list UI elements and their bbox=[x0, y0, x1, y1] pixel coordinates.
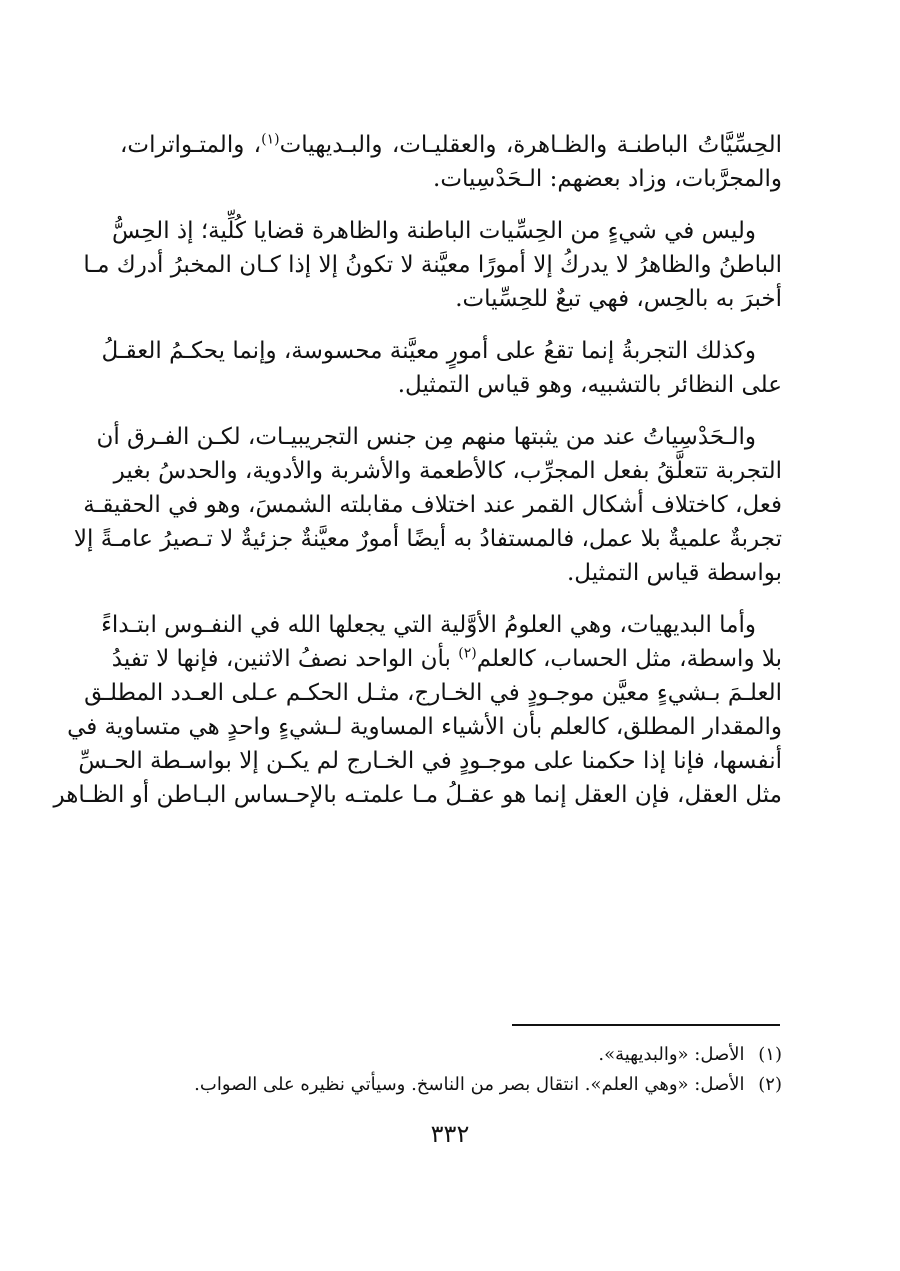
footnote-number: (٢) bbox=[758, 1074, 782, 1095]
footnote-1 bbox=[140, 1040, 782, 1070]
footnote-ref-1: (١) bbox=[261, 131, 280, 148]
page-number: ٣٣٢ bbox=[430, 1120, 470, 1148]
text-line: فعل، كاختلاف أشكال القمر عند اختلاف مقابلته الشمسَ، وهو في الحقيقـة bbox=[83, 492, 782, 518]
text-line: وليس في شيءٍ من الحِسِّيات الباطنة والظاهرة قضايا كُلِّية؛ إذ الحِسُّ bbox=[112, 218, 756, 244]
text-segment: بلا واسطة، مثل الحساب، كالعلم bbox=[476, 646, 782, 672]
text-line: الباطنُ والظاهرُ لا يدركُ إلا أمورًا معيَّنة لا تكونُ إلا إذا كـان المخبرُ أدرك مـا bbox=[83, 252, 782, 278]
footnotes bbox=[140, 1040, 782, 1100]
text-line: بواسطة قياس التمثيل. bbox=[566, 560, 782, 586]
text-segment: ، والمتـواترات، bbox=[120, 132, 262, 158]
text-line: التجربة تتعلَّقُ بفعل المجرِّب، كالأطعمة والأشربة والأدوية، والحدسُ بغير bbox=[113, 458, 782, 484]
text-line: أخبرَ به بالحِس، فهي تبعٌ للحِسِّيات. bbox=[455, 286, 782, 312]
main-text bbox=[53, 128, 783, 812]
footnote-number: (١) bbox=[758, 1044, 782, 1065]
text-line bbox=[111, 642, 782, 676]
text-line: العلـمَ بـشيءٍ معيَّن موجـودٍ في الخـارج، مثـل الحكـم عـلى العـدد المطلـق bbox=[84, 680, 782, 706]
footnote-text: الأصل: «وهي العلم». انتقال بصر من الناسخ. وسيأتي نظيره على الصواب. bbox=[194, 1074, 745, 1095]
text-line: أنفسها، فإنا إذا حكمنا على موجـودٍ في الخـارج لم يكـن إلا بواسـطة الحـسِّ bbox=[78, 748, 782, 774]
text-segment: بأن الواحد نصفُ الاثنين، فإنها لا تفيدُ bbox=[111, 646, 451, 672]
footnote-divider bbox=[512, 1024, 780, 1026]
text-line: والـحَدْسِياتُ عند من يثبتها منهم مِن جنس التجريبيـات، لكـن الفـرق أن bbox=[96, 424, 756, 450]
text-line: والمجرَّبات، وزاد بعضهم: الـحَدْسِيات. bbox=[433, 166, 782, 192]
footnote-text: الأصل: «والبديهية». bbox=[598, 1044, 745, 1065]
text-line: تجربةٌ علميةٌ بلا عمل، فالمستفادُ به أيضًا أمورٌ معيَّنةٌ جزئيةٌ لا تـصيرُ عامـةً إلا bbox=[73, 526, 782, 552]
text-line: وأما البديهيات، وهي العلومُ الأوَّلية التي يجعلها الله في النفـوس ابتـداءً bbox=[101, 612, 756, 638]
text-line: مثل العقل، فإن العقل إنما هو عقـلُ مـا علمتـه بالإحـساس البـاطن أو الظـاهر bbox=[53, 782, 782, 808]
text-line bbox=[120, 128, 782, 162]
text-line: على النظائر بالتشبيه، وهو قياس التمثيل. bbox=[397, 372, 782, 398]
footnote-2 bbox=[140, 1070, 782, 1100]
text-line: وكذلك التجربةُ إنما تقعُ على أمورٍ معيَّنة محسوسة، وإنما يحكـمُ العقـلُ bbox=[101, 338, 756, 364]
text-segment: الحِسِّيَّاتُ الباطنـة والظـاهرة، والعقليـات، والبـديهيات bbox=[279, 132, 783, 158]
footnote-ref-2: (٢) bbox=[458, 645, 477, 662]
text-line: والمقدار المطلق، كالعلم بأن الأشياء المساوية لـشيءٍ واحدٍ هي متساوية في bbox=[67, 714, 782, 740]
